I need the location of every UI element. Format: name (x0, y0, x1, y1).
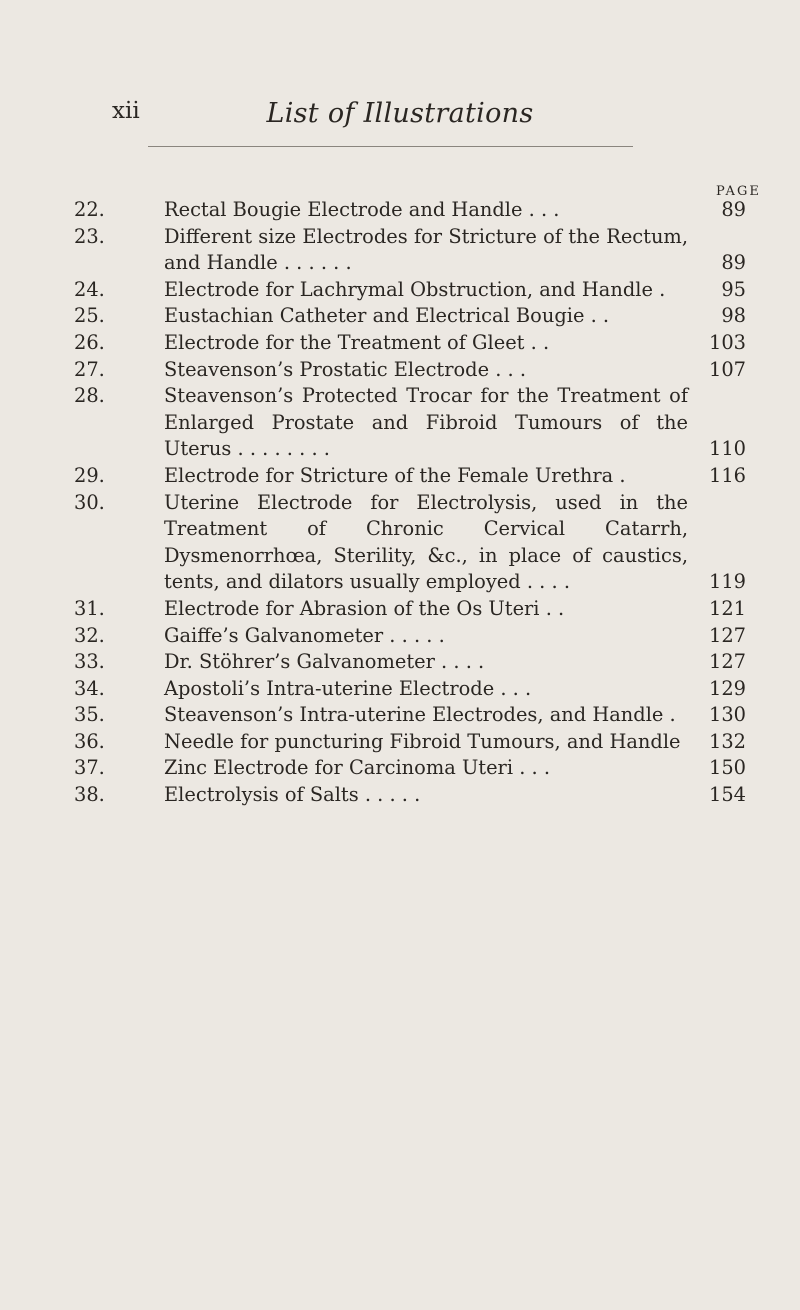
entry-title (164, 383, 688, 463)
list-item (60, 490, 750, 596)
entry-number: 37. (74, 756, 105, 780)
list-item (60, 197, 750, 224)
entry-number: 34. (74, 676, 105, 700)
entry-page-number: 121 (708, 596, 746, 620)
entry-page-number: 98 (721, 304, 746, 328)
dot-leader: . (619, 463, 626, 487)
entry-page-number: 110 (708, 437, 746, 461)
dot-leader: . . . (528, 198, 560, 221)
list-item (60, 729, 750, 756)
entry-number: 36. (74, 729, 105, 753)
entry-title (164, 357, 688, 384)
entry-number: 28. (74, 384, 105, 408)
entry-title-text: Electrode for Lachrymal Obstruction, and Handle (164, 277, 653, 301)
entry-title-text: Steavenson’s Prostatic Electrode (164, 357, 490, 381)
dot-leader: . . . (500, 676, 532, 700)
entry-number: 32. (74, 623, 105, 647)
entry-page-number: 103 (708, 330, 746, 354)
entry-number: 26. (74, 330, 105, 354)
list-item (60, 596, 750, 623)
entry-page-number: 116 (708, 463, 746, 487)
entry-title (164, 649, 688, 676)
entry-number: 24. (74, 277, 105, 301)
entry-title (164, 330, 688, 357)
list-item (60, 463, 750, 490)
entry-title-text: Electrode for the Treatment of Gleet (164, 330, 525, 354)
entry-title (164, 277, 688, 304)
dot-leader: . (669, 703, 676, 727)
entry-number: 23. (74, 224, 105, 248)
dot-leader: . . . (495, 357, 527, 381)
entry-page-number: 89 (721, 251, 746, 275)
entry-page-number: 129 (708, 676, 746, 700)
dot-leader: . . . (519, 756, 551, 780)
list-item (60, 357, 750, 384)
entry-title (164, 197, 688, 224)
entry-page-number: 127 (708, 623, 746, 647)
entry-title-text: Uterine Electrode for Electrolysis, used in the Treatment of Chronic Cervical Catarrh, Dysmenorrhœa, Sterility, &c., in place of caustics, tents, and dilators usually employed (164, 490, 688, 594)
list-item (60, 623, 750, 650)
dot-leader: . . . . (441, 650, 485, 674)
entry-title-text: Gaiffe’s Galvanometer (164, 623, 384, 647)
entry-title-text: Dr. Stöhrer’s Galvanometer (164, 650, 435, 674)
entry-title-text: Apostoli’s Intra-uterine Electrode (164, 676, 495, 700)
page-title: List of Illustrations (266, 98, 534, 129)
entry-number: 38. (74, 783, 105, 807)
dot-leader: . . . . . . . . (237, 437, 330, 461)
entry-title (164, 490, 688, 596)
entry-page-number: 132 (708, 729, 746, 753)
dot-leader: . . (545, 596, 565, 620)
entry-page-number: 154 (708, 783, 746, 807)
entry-title (164, 782, 688, 809)
entry-number: 30. (74, 490, 105, 514)
list-item (60, 702, 750, 729)
dot-leader: . (659, 277, 666, 301)
entry-page-number: 107 (708, 357, 746, 381)
entry-title-text: Electrode for Stricture of the Female Urethra (164, 463, 614, 487)
list-item (60, 649, 750, 676)
entry-title-text: Different size Electrodes for Stricture of the Rectum, and Handle (164, 224, 688, 275)
header-divider (148, 146, 633, 147)
list-item (60, 303, 750, 330)
entry-title (164, 729, 688, 756)
list-item (60, 782, 750, 809)
entry-title (164, 463, 688, 490)
dot-leader: . . (590, 304, 610, 328)
dot-leader: . . . . . (389, 623, 445, 647)
entry-number: 35. (74, 703, 105, 727)
entry-page-number: 130 (708, 703, 746, 727)
dot-leader: . . . . . (364, 783, 421, 807)
entry-title-text: Zinc Electrode for Carcinoma Uteri (164, 756, 514, 780)
entry-page-number: 119 (708, 570, 746, 594)
entry-title-text: Steavenson’s Protected Trocar for the Treatment of Enlarged Prostate and Fibroid Tumours of the Uterus (164, 384, 688, 461)
entry-title-text: Eustachian Catheter and Electrical Bougie (164, 304, 585, 328)
entry-title (164, 623, 688, 650)
list-item (60, 755, 750, 782)
entry-number: 31. (74, 596, 105, 620)
entry-title-text: Rectal Bougie Electrode and Handle (164, 198, 523, 221)
list-item (60, 383, 750, 463)
entry-title-text: Electrode for Abrasion of the Os Uteri (164, 596, 540, 620)
entry-title-text: Electrolysis of Salts (164, 783, 359, 807)
entry-number: 33. (74, 650, 105, 674)
entry-number: 22. (74, 198, 105, 221)
entry-title (164, 224, 688, 277)
list-item (60, 330, 750, 357)
list-item (60, 224, 750, 277)
entry-page-number: 127 (708, 650, 746, 674)
entry-title (164, 755, 688, 782)
illustrations-list (60, 197, 750, 809)
list-item (60, 676, 750, 703)
dot-leader: . . . . . . (283, 251, 352, 275)
entry-title (164, 303, 688, 330)
list-item (60, 277, 750, 304)
running-head (0, 88, 800, 138)
entry-title-text: Needle for puncturing Fibroid Tumours, and Handle (164, 729, 681, 753)
entry-title (164, 676, 688, 703)
page-column-label: PAGE (716, 184, 761, 199)
entry-number: 25. (74, 304, 105, 328)
entry-title-text: Steavenson’s Intra-uterine Electrodes, and Handle (164, 703, 664, 727)
entry-page-number: 95 (721, 277, 746, 301)
entry-number: 27. (74, 357, 105, 381)
dot-leader: . . (530, 330, 550, 354)
entry-title (164, 702, 688, 729)
page-number: xii (112, 98, 140, 124)
entry-page-number: 150 (708, 756, 746, 780)
entry-page-number: 89 (721, 198, 746, 221)
dot-leader: . . . . (526, 570, 571, 594)
entry-number: 29. (74, 463, 105, 487)
entry-title (164, 596, 688, 623)
